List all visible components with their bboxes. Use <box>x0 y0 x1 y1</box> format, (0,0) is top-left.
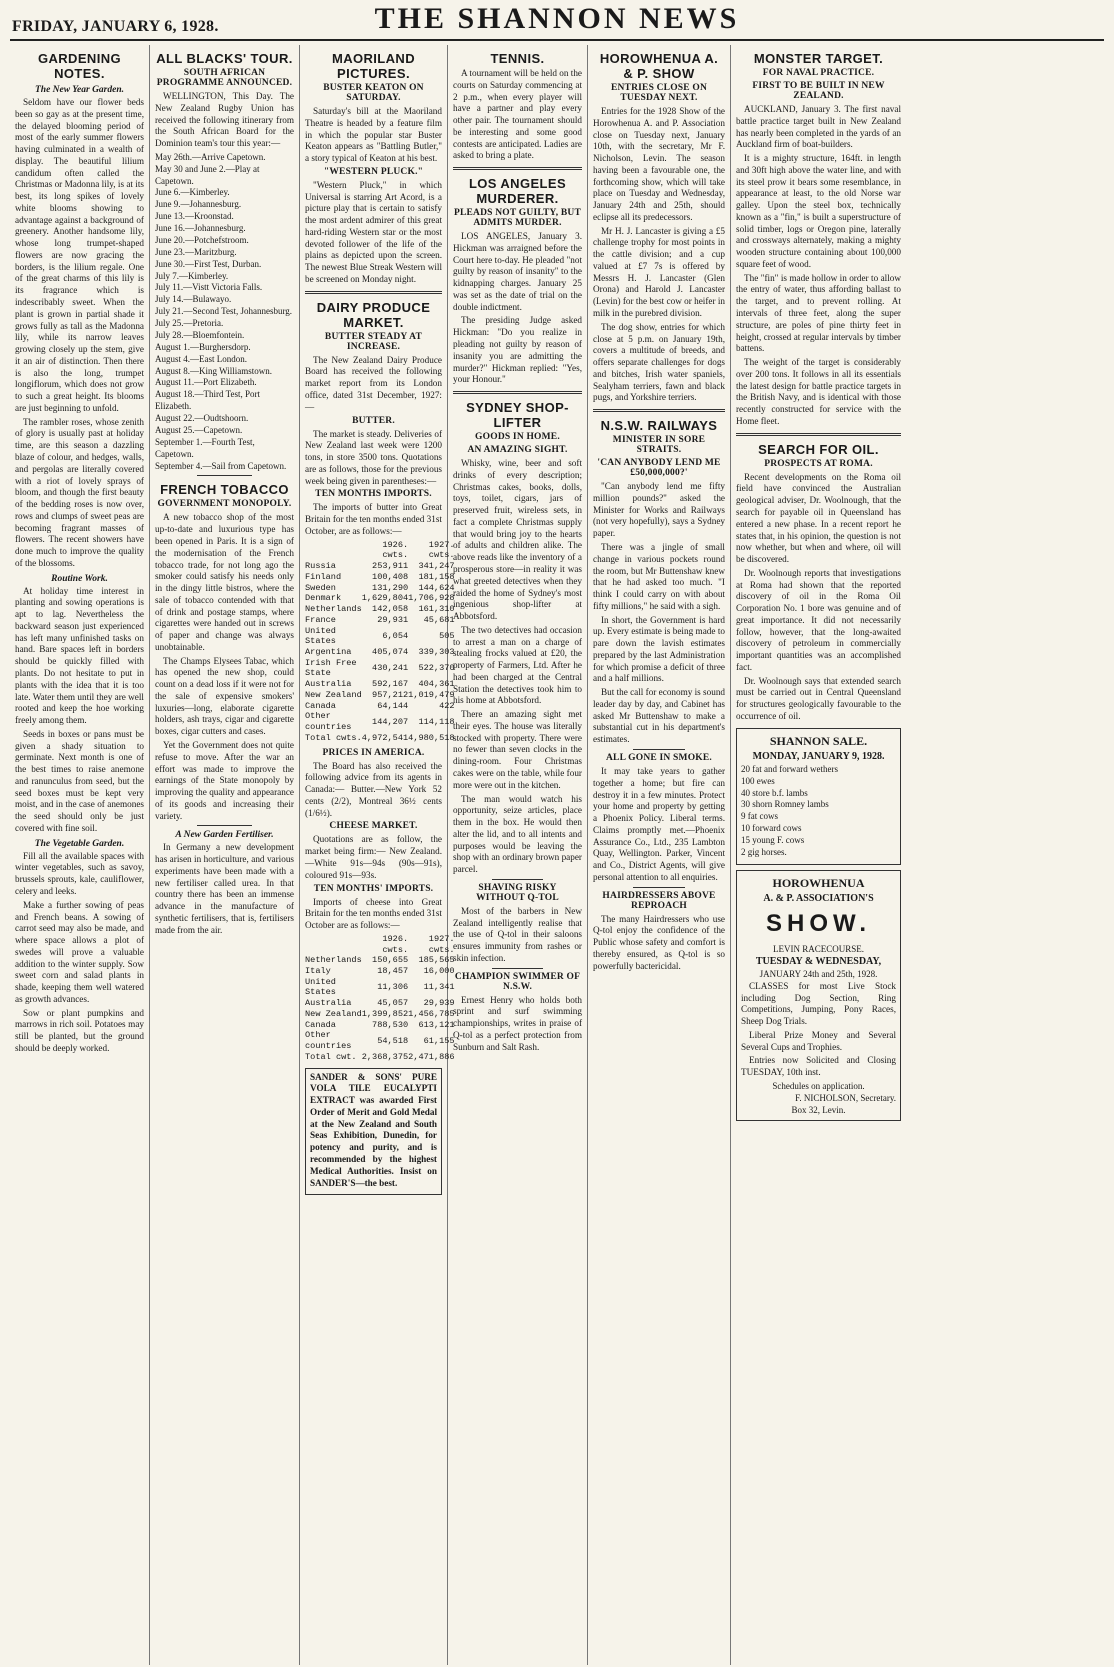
itinerary-item: June 16.—Johannesburg. <box>155 223 246 234</box>
show-ad-big: SHOW. <box>765 909 871 937</box>
article-paragraph: The dog show, entries for which close at 5 p.m. on January 19th, covers a multitude of breeds, and offers separate challenges for dogs and bitches, Irish water spaniels, Sealyham terriers, fawn and black pugs, and Yorkshire terriers. <box>593 321 725 403</box>
itinerary-item: August 25.—Capetown. <box>155 424 243 435</box>
article-paragraph: LOS ANGELES, January 3. Hickman was arraigned before the Court here to-day. He pleaded "not guilty by reason of insanity" to the kidnapping charges. January 25 was set as the date of trial on the double indictment. <box>453 231 582 312</box>
divider <box>453 391 582 394</box>
ten-months-title: TEN MONTHS IMPORTS. <box>315 489 432 500</box>
divider <box>197 825 253 826</box>
article-paragraph: But the call for economy is sound leader day by day, and Cabinet has asked Mr Buttenshaw to make a substantial cut in his department's estimates. <box>593 687 726 745</box>
prices-america-title: PRICES IN AMERICA. <box>322 747 425 758</box>
table-cell: 957,212 <box>372 689 409 700</box>
article-paragraph: Recent developments on the Roma oil field have convinced the Australian geological adviser, Dr. Woolnough, that the search for payable oil in Queensland has entered a new phase. In a recent report he states that, in his opinion, the question is not now whether, but when and where, oil will be discovered. <box>736 471 901 565</box>
divider <box>305 291 442 294</box>
maoriland-title: MAORILAND PICTURES. <box>331 51 416 81</box>
column-5 <box>588 45 731 1665</box>
table-cell: 613,121 <box>418 1019 455 1030</box>
table-cell: 788,530 <box>372 1019 409 1030</box>
article-paragraph: The many Hairdressers who use Q-tol enjoy the confidence of the Public whose safety and comfort is thereby ensured, as Q-tol is so powerfully bactericidal. <box>593 913 725 971</box>
table-cell: Australia <box>305 998 352 1009</box>
table-cell: Sweden <box>305 582 336 593</box>
table-cell: 592,167 <box>372 679 409 690</box>
table-row <box>305 679 455 690</box>
table-cell <box>305 550 362 561</box>
table-row <box>305 1030 455 1051</box>
itinerary-item: July 25.—Pretoria. <box>155 318 224 329</box>
table-row <box>305 1052 455 1063</box>
itinerary-item: June 13.—Kroonstad. <box>155 211 234 222</box>
table-cell: Other countries <box>305 711 352 733</box>
sale-item: 20 fat and forward wethers <box>741 763 838 774</box>
article-paragraph: Imports of cheese into Great Britain for the ten months ended 31st October are as follows:— <box>305 896 442 931</box>
show-ad-dates: JANUARY 24th and 25th, 1928. <box>759 968 878 979</box>
table-cell: New Zealand <box>305 689 362 700</box>
table-cell: 11,341 <box>423 982 455 993</box>
table-row <box>305 998 455 1009</box>
dairy-subtitle: BUTTER STEADY AT INCREASE. <box>324 331 423 352</box>
itinerary-item: July 21.—Second Test, Johannesburg. <box>155 306 293 317</box>
horowhenua-title: HOROWHENUA A. & P. SHOW <box>599 51 719 81</box>
table-cell: 150,655 <box>372 955 409 966</box>
advert-text: SANDER & SONS' PURE VOLA TILE EUCALYPTI EXTRACT was awarded First Order of Merit and Gold Medal at the New Zealand and South Seas Exhibition, Dunedin, for potency and purity, and is recommended by the highest Medical Authorities. Insist on SANDER'S—the best. <box>310 1071 437 1188</box>
column-6 <box>731 45 906 1665</box>
sale-items <box>741 764 896 859</box>
itinerary-item: August 18.—Third Test, Port Elizabeth. <box>155 389 260 412</box>
french-tobacco-title: FRENCH TOBACCO <box>160 482 289 498</box>
table-row <box>305 615 455 626</box>
sale-item: 2 gig horses. <box>741 846 787 857</box>
itinerary-item: May 30 and June 2.—Play at Capetown. <box>155 163 260 186</box>
article-paragraph: The "fin" is made hollow in order to allow the entry of water, thus affording ballast to the target, and to prevent rolling. At intervals of three feet, along the super structure, are poles of pine thirty feet in height, crossed at regular intervals by timber battens. <box>736 272 901 354</box>
table-cell: 100,408 <box>372 571 409 582</box>
divider <box>633 749 686 750</box>
itinerary-item: July 7.—Kimberley. <box>155 270 229 281</box>
table-row <box>305 1020 455 1031</box>
table-cell: 54,518 <box>377 1035 409 1046</box>
table-row <box>305 647 455 658</box>
article-paragraph: WELLINGTON, This Day. The New Zealand Rugby Union has received the following itinerary from the South African Board for the Dominion team's tour this year:— <box>155 91 294 149</box>
table-row <box>305 604 455 615</box>
routine-work-subhead: Routine Work. <box>51 573 108 584</box>
article-paragraph: Mr H. J. Lancaster is giving a £5 challenge trophy for most points in the cattle division; and a cup valued at £7 7s is offered by Messrs H. J. Lancaster (Glen Orona) and Harold J. Lancaster (Levin) for the best cow or heifer in milk in the purebred division. <box>593 225 725 319</box>
show-ad-schedules: Schedules on application. <box>772 1080 865 1091</box>
article-paragraph: Whisky, wine, beer and soft drinks of every description; Christmas cakes, books, dolls, toys, toilet, cigars, jars of preserved fruit, wireless sets, in fact a complete Christmas supply that would bring joy to the hearts of adults and children alike. The above reads like the inventory of a prosperous store—in reality it was what greeted detectives when they raided the home of Sydney's most ingenious shop-lifter at Abbotsford. <box>453 458 582 622</box>
table-cell: 253,911 <box>372 561 409 572</box>
table-cell: Irish Free State <box>305 657 357 679</box>
itinerary-item: August 11.—Port Elizabeth. <box>155 377 257 388</box>
shoplifter-title: SYDNEY SHOP-LIFTER <box>466 400 569 431</box>
table-row <box>305 1009 455 1020</box>
table-cell: Italy <box>305 966 331 977</box>
table-cell: 144,207 <box>372 716 409 727</box>
sale-item: 9 fat cows <box>741 811 778 822</box>
gardening-subtitle: The New Year Garden. <box>34 85 125 95</box>
butter-subhead: BUTTER. <box>352 415 395 426</box>
show-ad-text: Liberal Prize Money and Several Several Cups and Trophies. <box>741 1029 896 1052</box>
table-cell: Australia <box>305 679 352 690</box>
issue-date: FRIDAY, JANUARY 6, 1928. <box>12 18 219 35</box>
sale-item: 100 ewes <box>741 775 775 786</box>
table-row <box>305 626 455 647</box>
table-cell: 430,241 <box>372 663 409 674</box>
table-cell: 18,457 <box>377 966 409 977</box>
table-cell <box>305 934 362 945</box>
table-cell: Other countries <box>305 1030 352 1052</box>
itinerary-item: June 30.—First Test, Durban. <box>155 258 262 269</box>
sale-date: MONDAY, JANUARY 9, 1928. <box>752 750 885 762</box>
article-paragraph: The market is steady. Deliveries of New Zealand last week were 1200 tons, in store 3500 tons. Quotations are as follows, those for the previous week being given in parentheses:— <box>305 428 442 486</box>
itinerary-item: June 20.—Potchefstroom. <box>155 234 249 245</box>
article-paragraph: Fill all the available spaces with winter vegetables, such as savoy, brussels sprouts, kale, cauliflower, celery and leeks. <box>15 850 144 896</box>
divider <box>593 409 725 412</box>
swimmer-title: CHAMPION SWIMMER OF N.S.W. <box>454 971 581 992</box>
table-cell: 1,399,852 <box>361 1008 409 1019</box>
article-paragraph: Yet the Government does not quite refuse to move. After the war an effort was made to improve the earnings of the State monopoly by improving the quality and appearance of its goods and increasing their variety. <box>155 740 294 821</box>
oil-subtitle: PROSPECTS AT ROMA. <box>764 458 873 469</box>
article-paragraph: The Board has also received the following advice from its agents in Canada:— Butter.—New York 52 cents (2/2), Montreal 36½ cents (1/6½). <box>305 760 442 818</box>
table-row <box>305 540 455 551</box>
divider <box>492 968 544 969</box>
article-paragraph: AUCKLAND, January 3. The first naval battle practice target built in New Zealand has nearly been completed in the yards of an Auckland firm of boat-builders. <box>736 104 901 150</box>
show-ad-title: HOROWHENUA <box>772 875 865 890</box>
table-cell: 131,290 <box>372 582 409 593</box>
article-paragraph: At holiday time interest in planting and sowing operations is apt to lag. Nevertheless the backward season just experienced has left many unfinished tasks on hand. Bare spaces left in borders should be quickly filled with plants. Do not hesitate to put in plants with the idea that it is too late. Water them until they are well rooted and keep the hoe working freely among them. <box>15 585 144 726</box>
target-subtitle-2: FIRST TO BE BUILT IN NEW ZEALAND. <box>752 81 885 101</box>
tour-itinerary <box>155 152 294 473</box>
table-cell: 45,057 <box>377 998 409 1009</box>
shannon-sale-advert <box>736 728 901 865</box>
table-cell: 185,565 <box>418 955 455 966</box>
article-paragraph: The Champs Elysees Tabac, which has opened the new shop, could count on a dead loss if it were not for the sale of expensive smokers' luxuries—long, elaborate cigarette holders, ash trays, cigar and cigarette boxes, cigar cutters and cases. <box>155 655 294 737</box>
divider <box>197 475 253 476</box>
show-ad-text: Entries now Solicited and Closing TUESDAY, 10th inst. <box>741 1055 896 1078</box>
column-4 <box>448 45 588 1665</box>
table-cell: 404,361 <box>418 679 455 690</box>
hairdressers-title: HAIRDRESSERS ABOVE REPROACH <box>602 890 716 911</box>
itinerary-item: May 26th.—Arrive Capetown. <box>155 151 266 162</box>
article-paragraph: Dr. Woolnough says that extended search must be carried out in Central Queensland for structures geologically favourable to the occurrence of oil. <box>736 675 901 721</box>
sale-title: SHANNON SALE. <box>769 733 868 748</box>
table-cell: Russia <box>305 561 336 572</box>
article-paragraph: The New Zealand Dairy Produce Board has received the following market report from its London office, dated 31st December, 1927:— <box>305 354 442 412</box>
table-cell: Canada <box>305 700 336 711</box>
show-ad-sub: A. & P. ASSOCIATION'S <box>763 892 874 904</box>
all-blacks-title: ALL BLACKS' TOUR. <box>156 51 293 66</box>
sale-item: 15 young F. cows <box>741 835 805 845</box>
table-cell: 114,118 <box>418 716 455 727</box>
target-subtitle: FOR NAVAL PRACTICE. <box>762 68 875 78</box>
table-cell: cwts. <box>428 944 455 955</box>
article-paragraph: A new tobacco shop of the most up-to-date and luxurious type has been opened in Paris. It is a sign of the modernisation of the French tobacco trade, for not long ago the smoker could satisfy his needs only in the dingy little bistros, where the sale of tobacco contended with that of drink and postage stamps, where cigarettes were handed out in screws of paper and change was always unobtainable. <box>155 512 294 652</box>
target-title: MONSTER TARGET. <box>753 51 884 66</box>
table-cell: 1,456,785 <box>408 1008 455 1019</box>
table-row <box>305 934 455 945</box>
article-paragraph: A tournament will be held on the courts on Saturday commencing at 2 p.m., when every player will have a partner and play every other pair. The tournament should be interesting and some good contests are anticipated. Ladies are asked to bring a plate. <box>453 68 582 161</box>
table-cell: Netherlands <box>305 955 362 966</box>
article-paragraph: "Can anybody lend me fifty million pounds?" asked the Minister for Works and Railways (not very hopefully), says a Sydney paper. <box>593 481 725 539</box>
table-cell: 339,303 <box>418 647 455 658</box>
horowhenua-subtitle: ENTRIES CLOSE ON TUESDAY NEXT. <box>610 83 708 103</box>
table-cell: 341,247 <box>418 561 455 572</box>
table-cell: 422 <box>439 700 455 711</box>
itinerary-item: August 1.—Burghersdorp. <box>155 341 251 352</box>
table-row <box>305 733 455 744</box>
table-cell <box>305 540 362 551</box>
article-paragraph: Most of the barbers in New Zealand intelligently realise that the use of Q-tol in their saloons ensures immunity from rashes or skin infection. <box>453 905 582 963</box>
table-cell: Total cwts. <box>305 732 362 743</box>
table-row <box>305 701 455 712</box>
murderer-subtitle: PLEADS NOT GUILTY, BUT ADMITS MURDER. <box>453 208 582 229</box>
article-paragraph: The imports of butter into Great Britain for the ten months ended 31st October, are as follows:— <box>305 502 442 536</box>
article-paragraph: Seeds in boxes or pans must be given a shady situation to germinate. Next month is one of the best times to raise anemone and ranunculus from seed, but the seed boxes must be kept very moist, and in the case of anemones the seed should only be just covered with fine soil. <box>15 728 144 833</box>
show-advert <box>736 870 901 1121</box>
table-cell: 1927. <box>428 933 455 944</box>
table-cell: 6,054 <box>382 630 409 641</box>
itinerary-item: July 11.—Vistt Victoria Falls. <box>155 282 263 293</box>
table-cell: New Zealand <box>305 1008 362 1019</box>
article-paragraph: There an amazing sight met their eyes. The house was literally stocked with property. There were no fewer than seven clocks in the dining-room. Four Christmas cakes were on the table, while four more were out in the kitchen. <box>453 709 582 790</box>
itinerary-item: September 4.—Sail from Capetown. <box>155 460 287 471</box>
article-paragraph: It is a mighty structure, 164ft. in length and 30ft high above the water line, and with its steel prow it bears some resemblance, in appearance at least, to the old Norse war galley. Upon the steel box, technically known as a "fin," is built a superstructure of solid timber, logs or Oregon pine, laterally and crossways alternately, making a mighty wooden structure containing about 100,000 square feet of wood. <box>736 153 901 269</box>
itinerary-item: August 22.—Oudtshoorn. <box>155 413 249 424</box>
table-cell: Finland <box>305 571 342 582</box>
table-cell: 4,972,541 <box>361 732 409 743</box>
article-paragraph: Ernest Henry who holds both sprint and surf swimming championships, writes in praise of Q-tol as a perfect protection from Sunburn and Salt Rash. <box>453 994 582 1052</box>
table-row <box>305 711 455 732</box>
table-cell: 1926. <box>382 539 409 550</box>
table-cell: 4,980,518 <box>408 732 455 743</box>
table-row <box>305 966 455 977</box>
article-paragraph: Entries for the 1928 Show of the Horowhenua A. and P. Association close on Tuesday next, January 10th, with the secretary, Mr F. Nicholson, Levin. The season having been a favourable one, the forthcoming show, which will take place on Tuesday and Wednesday, January 24th and 25th, should eclipse all its predecessors. <box>593 106 725 222</box>
table-row <box>305 977 455 998</box>
table-cell: 1,019,479 <box>408 689 455 700</box>
table-row <box>305 690 455 701</box>
divider <box>633 887 686 888</box>
article-paragraph: Seldom have our flower beds been so gay as at the present time, the delayed blooming period of most of the early summer flowers having culminated in a wealth of display. The beautiful lilium candidum often called the Christmas or Madonna lily, is at its best, its long spikes of lovely white blooms showing to advantage against a background of greenery. Another handsome lily, whose long trumpet-shaped flowers are now gracing the borders, is the lilium regale. One of the great charms of this lily is its fragrance which is indescribably sweet. When the plant is grown in partial shade it grows fully as tall as the Madonna lily, while its narrow leaves growing closely up the stem, give it an air of distinction. Then there is also the long, trumpet longiflorum, which does not grow to such a great height. Its blooms are just beginning to unfold. <box>15 97 144 413</box>
table-cell: France <box>305 614 336 625</box>
table-cell: Denmark <box>305 593 342 604</box>
railways-title: N.S.W. RAILWAYS <box>600 418 718 434</box>
article-paragraph: "Western Pluck," in which Universal is starring Art Acord, is a picture play that is certain to satisfy the most ardent admirer of this great hard-riding Western star or the most devoted follower of the life of the plains as depicted upon the screen. The newest Blue Streak Western will be screened on Monday night. <box>305 179 442 284</box>
table-cell: 45,681 <box>423 614 455 625</box>
cheese-market-title: CHEESE MARKET. <box>329 821 418 832</box>
show-ad-box: Box 32, Levin. <box>791 1104 846 1115</box>
table-row <box>305 583 455 594</box>
divider <box>736 433 901 436</box>
table-row <box>305 955 455 966</box>
newspaper-title: THE SHANNON NEWS <box>374 2 740 35</box>
table-cell: Argentina <box>305 647 352 658</box>
cheese-imports-title: TEN MONTHS' IMPORTS. <box>313 883 434 894</box>
table-cell: 29,939 <box>423 998 455 1009</box>
table-cell: 11,306 <box>377 982 409 993</box>
railways-subtitle-2: 'CAN ANYBODY LEND ME £50,000,000?' <box>597 458 721 479</box>
table-cell: 1926. <box>382 933 409 944</box>
itinerary-item: June 6.—Kimberley. <box>155 187 230 198</box>
itinerary-item: July 28.—Bloemfontein. <box>155 329 245 340</box>
smoke-title: ALL GONE IN SMOKE. <box>605 752 712 763</box>
article-paragraph: In Germany a new development has arisen in horticulture, and various experiments have been made with a new fertiliser called urea. In that country there has been an immense advance in the manufacture of synthetic fertilisers, that is, fertilisers made from the air. <box>155 842 294 935</box>
sale-item: 30 shorn Romney lambs <box>741 799 829 810</box>
table-cell: 2,471,886 <box>408 1051 455 1062</box>
table-cell: United States <box>305 625 336 647</box>
table-row <box>305 572 455 583</box>
article-paragraph: The weight of the target is considerably over 200 tons. It follows in all its essentials the latest design for battle practice targets in the British Navy, and is identical with those recently constructed for service with the Home fleet. <box>736 357 901 426</box>
western-pluck-title: "WESTERN PLUCK." <box>323 166 424 177</box>
column-1 <box>10 45 150 1665</box>
table-cell: 144,624 <box>418 582 455 593</box>
table-cell: 61,155 <box>423 1035 455 1046</box>
divider <box>453 167 582 170</box>
article-paragraph: It may take years to gather together a home; but fire can destroy it in a few minutes. Protect your home and property by getting a Phoenix Policy. Liberal terms. Claims promptly met.—Phoenix Assurance Co., Ltd., 235 Lambton Quay, Wellington. Parker, Vincent and Co., District Agents, will give personal attention to all enquiries. <box>593 765 725 882</box>
article-paragraph: Sow or plant pumpkins and marrows in rich soil. Potatoes may still be planted, but the ground should be deeply worked. <box>15 1007 144 1053</box>
masthead <box>10 2 1104 41</box>
tennis-title: TENNIS. <box>490 51 545 66</box>
gardening-title: GARDENING NOTES. <box>37 51 122 81</box>
itinerary-item: July 14.—Bulawayo. <box>155 294 232 305</box>
table-row <box>305 658 455 679</box>
shoplifter-subtitle: GOODS IN HOME. <box>475 432 560 443</box>
table-cell: United States <box>305 976 336 998</box>
murderer-title: LOS ANGELES MURDERER. <box>468 176 567 207</box>
maoriland-subtitle: BUSTER KEATON ON SATURDAY. <box>323 83 424 103</box>
table-row <box>305 945 455 956</box>
article-paragraph: The rambler roses, whose zenith of glory is usually past at holiday time, are this season a dazzling blaze of colour, and hedges, walls, and pergolas are literally covered with a riot of lovely sprays of bloom, and though the first beauty of the bedding roses is now over, rows and clumps of sweet peas are becoming fragrant masses of flowers. The recent showers have done much to improve the quality of the blossoms. <box>15 416 144 568</box>
table-cell: Total cwt. <box>305 1051 357 1062</box>
railways-subtitle: MINISTER IN SORE STRAITS. <box>612 435 706 456</box>
table-row <box>305 550 455 561</box>
itinerary-item: August 4.—East London. <box>155 353 247 364</box>
itinerary-item: June 9.—Johannesburg. <box>155 199 242 210</box>
butter-imports-table <box>305 540 455 744</box>
column-2 <box>150 45 300 1665</box>
table-cell: 142,058 <box>372 604 409 615</box>
table-cell: cwts. <box>382 944 409 955</box>
shaving-title: SHAVING RISKY WITHOUT Q-TOL <box>476 882 559 903</box>
sale-item: 10 forward cows <box>741 823 802 834</box>
table-cell: 522,370 <box>418 663 455 674</box>
all-blacks-subtitle: SOUTH AFRICAN PROGRAMME ANNOUNCED. <box>156 68 293 88</box>
table-cell: 1,629,804 <box>361 593 409 604</box>
table-cell: 405,074 <box>372 647 409 658</box>
table-cell: 2,368,375 <box>361 1051 409 1062</box>
show-ad-when: TUESDAY & WEDNESDAY, <box>755 955 882 967</box>
column-3 <box>300 45 455 1665</box>
sale-item: 40 store b.f. lambs <box>741 787 808 798</box>
article-paragraph: The presiding Judge asked Hickman: "Do you realize in pleading not guilty by reason of insanity you are admitting the murder?" Hickman replied: "Yes, your Honour." <box>453 315 582 385</box>
dairy-title: DAIRY PRODUCE MARKET. <box>316 299 431 330</box>
table-cell: 1927. <box>428 539 455 550</box>
show-ad-signature: F. NICHOLSON, Secretary. <box>795 1092 896 1103</box>
oil-title: SEARCH FOR OIL. <box>758 441 879 457</box>
article-paragraph: The two detectives had occasion to arrest a man on a charge of stealing frocks valued at £20, the property of Farmers, Ltd. After he had been charged at the Central Station the detectives took him to his home at Abbotsford. <box>453 624 582 706</box>
table-cell: 64,144 <box>377 700 409 711</box>
table-cell: 16,000 <box>423 966 455 977</box>
show-ad-text: CLASSES for most Live Stock including Dog Section, Ring Competitions, Jumping, Pony Races, Sheep Dog Trials. <box>741 980 896 1027</box>
table-cell <box>305 945 362 956</box>
article-paragraph: There was a jingle of small change in various pockets round the room, but Mr Buttenshaw knew that he had asked too much. "I think I could carry on with about fifty millions," he said with a sigh. <box>593 541 725 611</box>
itinerary-item: September 1.—Fourth Test, Capetown. <box>155 436 255 459</box>
article-paragraph: Dr. Woolnough reports that investigations at Roma had shown that the reported discovery of oil in the Roma Oil Corporation No. 1 bore was genuine and of great importance. It did not necessarily follow, however, that the long-awaited discovery of petroleum in commercially important quantities was an accomplished fact. <box>736 567 901 672</box>
table-cell: 1,706,928 <box>408 593 455 604</box>
table-cell: 181,158 <box>418 571 455 582</box>
divider <box>492 879 544 880</box>
itinerary-item: June 23.—Maritzburg. <box>155 246 237 257</box>
french-tobacco-subtitle: GOVERNMENT MONOPOLY. <box>157 499 292 510</box>
table-cell: 29,931 <box>377 614 409 625</box>
table-row <box>305 593 455 604</box>
columns <box>10 45 1104 1665</box>
cheese-imports-table <box>305 934 455 1063</box>
table-cell: cwts. <box>382 550 409 561</box>
show-ad-place: LEVIN RACECOURSE. <box>772 943 864 954</box>
article-paragraph: In short, the Government is hard up. Every estimate is being made to pare down the lavish estimates prepared by the last Administration for which promise a deficit of three and a half millions. <box>593 614 725 684</box>
table-cell: 505 <box>439 630 455 641</box>
table-cell: Netherlands <box>305 604 362 615</box>
shoplifter-subtitle-2: AN AMAZING SIGHT. <box>467 445 568 456</box>
sanders-advert <box>305 1068 442 1196</box>
table-cell: cwts. <box>428 550 455 561</box>
table-cell: Canada <box>305 1019 336 1030</box>
article-paragraph: Quotations are as follow, the market being firm:— New Zealand.—White 91s—94s (90s—91s), coloured 91s—93s. <box>305 834 442 880</box>
article-paragraph: The man would watch his opportunity, seize articles, place them in the box. He would then alter the lid, and to all intents and purposes would be leaving the shop with an ordinary brown paper parcel. <box>453 793 582 875</box>
article-paragraph: Saturday's bill at the Maoriland Theatre is headed by a feature film in which the popular star Buster Keaton appears as "Battling Butler," a story typical of Keaton at his best. <box>305 106 442 164</box>
table-row <box>305 561 455 572</box>
table-cell: 161,310 <box>418 604 455 615</box>
itinerary-item: August 8.—King Williamstown. <box>155 365 272 376</box>
fertiliser-title: A New Garden Fertiliser. <box>175 830 274 841</box>
vegetable-subhead: The Vegetable Garden. <box>34 838 125 849</box>
article-paragraph: Make a further sowing of peas and French beans. A sowing of carrot seed may also be made, and where space allows a plot of swedes will prove a valuable addition to the winter supply. Sow sweet corn and salad plants in shade, keeping them well watered as growth advances. <box>15 899 144 1004</box>
